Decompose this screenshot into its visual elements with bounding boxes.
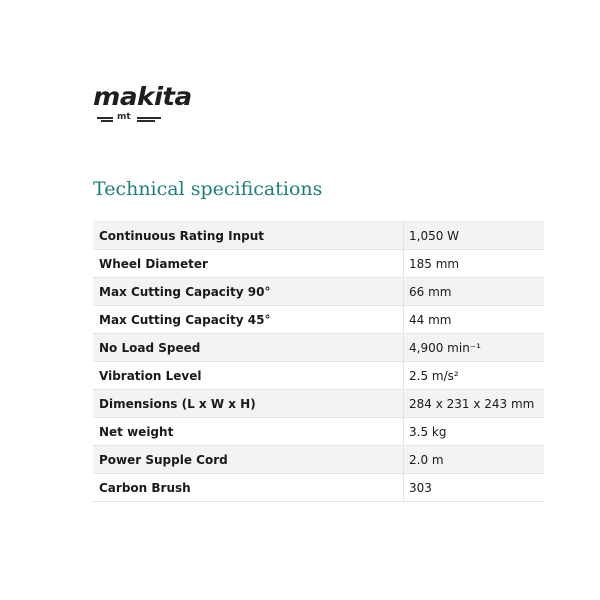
spec-label: Carbon Brush xyxy=(93,474,404,502)
spec-value: 44 mm xyxy=(404,306,545,334)
spec-label: No Load Speed xyxy=(93,334,404,362)
spec-row xyxy=(93,474,544,502)
spec-label: Max Cutting Capacity 45° xyxy=(93,306,404,334)
spec-row xyxy=(93,306,544,334)
spec-label: Dimensions (L x W x H) xyxy=(93,390,404,418)
spec-label: Max Cutting Capacity 90° xyxy=(93,278,404,306)
brand-sub-line-left-2 xyxy=(101,120,113,122)
spec-row xyxy=(93,362,544,390)
spec-value: 66 mm xyxy=(404,278,545,306)
spec-row xyxy=(93,250,544,278)
spec-label: Power Supple Cord xyxy=(93,446,404,474)
spec-value: 284 x 231 x 243 mm xyxy=(404,390,545,418)
spec-value: 2.0 m xyxy=(404,446,545,474)
spec-label: Wheel Diameter xyxy=(93,250,404,278)
spec-row xyxy=(93,390,544,418)
spec-value: 303 xyxy=(404,474,545,502)
specifications-table xyxy=(93,221,544,502)
spec-label: Vibration Level xyxy=(93,362,404,390)
spec-row xyxy=(93,334,544,362)
spec-label: Net weight xyxy=(93,418,404,446)
brand-name: makita xyxy=(93,82,192,111)
brand-sub-text: mt xyxy=(117,112,131,122)
brand-sub-line-right xyxy=(137,117,161,119)
brand-sub-mark xyxy=(97,113,167,123)
brand-sub-line-right-2 xyxy=(137,120,155,122)
spec-row xyxy=(93,446,544,474)
spec-value: 2.5 m/s² xyxy=(404,362,545,390)
spec-row xyxy=(93,418,544,446)
spec-row xyxy=(93,222,544,250)
spec-value: 3.5 kg xyxy=(404,418,545,446)
section-title: Technical specifications xyxy=(93,178,323,200)
spec-value: 4,900 min⁻¹ xyxy=(404,334,545,362)
makita-logo xyxy=(93,84,213,126)
spec-value: 185 mm xyxy=(404,250,545,278)
brand-sub-line-left xyxy=(97,117,113,119)
spec-label: Continuous Rating Input xyxy=(93,222,404,250)
spec-row xyxy=(93,278,544,306)
spec-value: 1,050 W xyxy=(404,222,545,250)
